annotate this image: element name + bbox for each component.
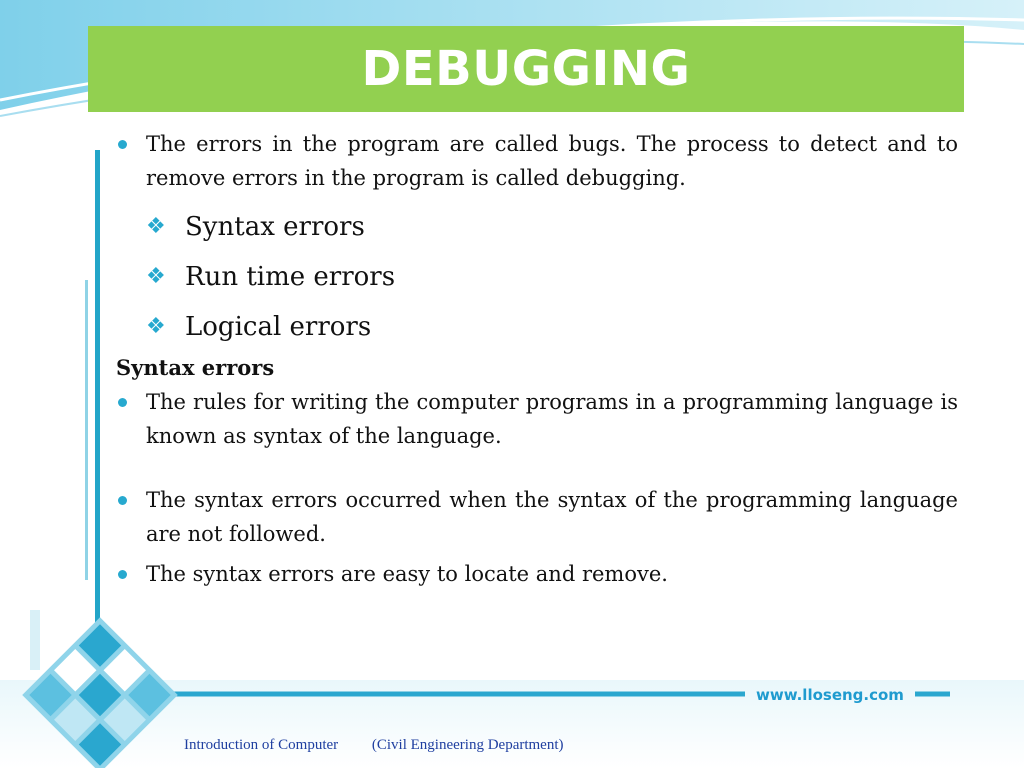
point-bullet [116,385,958,453]
slide-content [116,127,958,591]
error-type-label: Syntax errors [185,212,365,242]
bullet-icon [118,140,127,149]
error-type-item [116,209,958,245]
diamond-bullet-icon: ❖ [146,314,166,339]
footer [184,737,594,754]
left-accent-line-light [85,280,88,580]
footer-course: Introduction of Computer [184,737,339,753]
error-type-item [116,309,958,345]
diamond-bullet-icon: ❖ [146,264,166,289]
bullet-icon [118,398,127,407]
intro-text: The errors in the program are called bugs. The process to detect and to remove errors in the program is called debugging. [146,132,958,190]
bullet-icon [118,570,127,579]
intro-bullet [116,127,958,195]
bullet-icon [118,496,127,505]
point-bullet [116,557,958,591]
error-type-label: Run time errors [185,262,396,292]
error-type-label: Logical errors [185,312,372,342]
spacer [116,453,958,483]
footer-department: (Civil Engineering Department) [371,737,564,753]
slide-title: DEBUGGING [361,41,691,97]
point-text: The syntax errors occurred when the syntax of the programming language are not followed. [146,488,958,546]
point-text: The rules for writing the computer programs in a programming language is known as syntax of the language. [146,390,958,448]
point-text: The syntax errors are easy to locate and remove. [146,562,668,586]
point-bullet [116,483,958,551]
diamond-bullet-icon: ❖ [146,214,166,239]
title-bar [88,26,964,112]
section-heading: Syntax errors [116,355,275,380]
website-url: www.lloseng.com [756,686,904,704]
error-type-item [116,259,958,295]
